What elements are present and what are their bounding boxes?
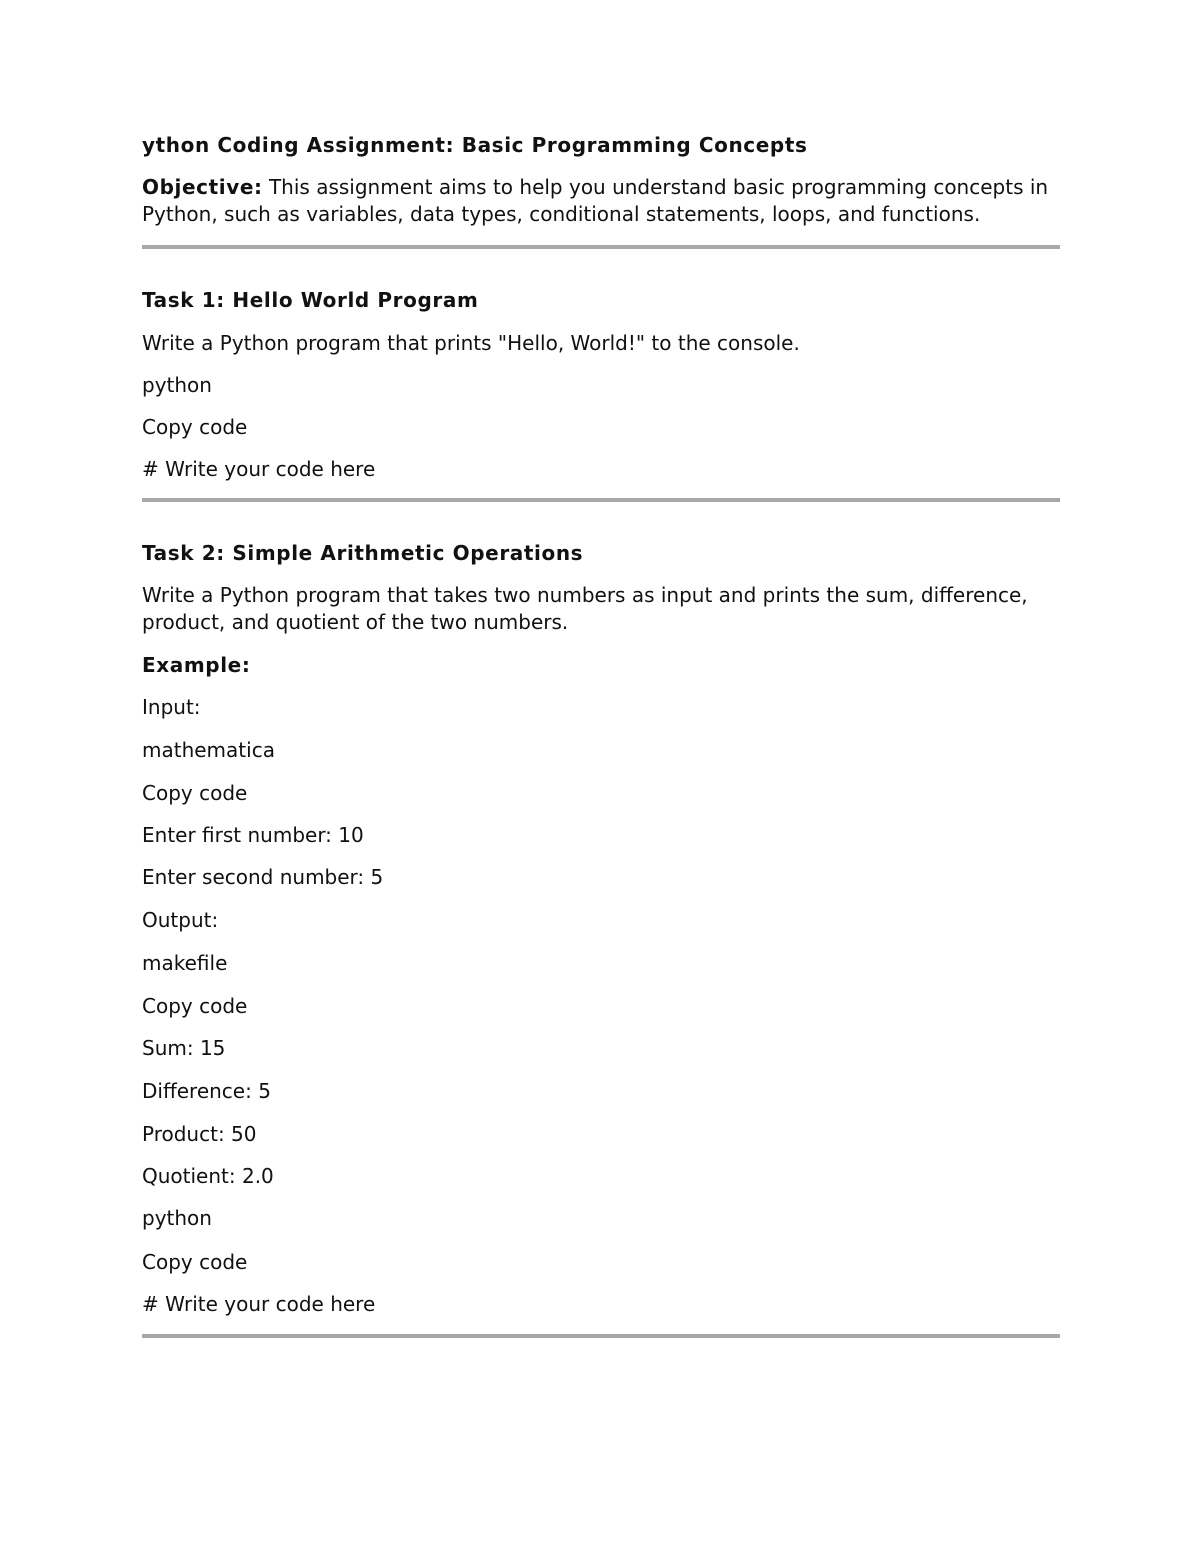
task1-heading: Task 1: Hello World Program (142, 288, 479, 312)
task2-input-copy-code[interactable]: Copy code (142, 781, 248, 805)
task2-output-line: Product: 50 (142, 1122, 257, 1146)
task1-description: Write a Python program that prints "Hello, World!" to the console. (142, 331, 800, 355)
section-divider (142, 1334, 1060, 1338)
objective-text: This assignment aims to help you understand basic programming concepts in Python, such as variables, data types, conditional statements, loops, and functions. (142, 175, 1049, 226)
section-divider (142, 498, 1060, 502)
task2-input-line: Enter first number: 10 (142, 823, 364, 847)
task1-copy-code[interactable]: Copy code (142, 415, 248, 439)
task2-input-language: mathematica (142, 738, 275, 762)
document-page (142, 132, 1060, 1338)
task2-output-label: Output: (142, 908, 219, 932)
objective-label: Objective: (142, 175, 263, 199)
task2-output-line: Difference: 5 (142, 1079, 271, 1103)
document-title: ython Coding Assignment: Basic Programming Concepts (142, 133, 808, 157)
task2-output-copy-code[interactable]: Copy code (142, 994, 248, 1018)
task1-code-line: # Write your code here (142, 457, 376, 481)
task2-description: Write a Python program that takes two numbers as input and prints the sum, difference, product, and quotient of the two numbers. (142, 583, 1028, 634)
task1-code-language: python (142, 373, 212, 397)
task2-code-line: # Write your code here (142, 1292, 376, 1316)
task2-output-language: makefile (142, 951, 228, 975)
task2-input-label: Input: (142, 695, 201, 719)
task2-output-line: Quotient: 2.0 (142, 1164, 274, 1188)
task2-input-line: Enter second number: 5 (142, 865, 384, 889)
task2-code-language: python (142, 1206, 212, 1230)
objective-paragraph (142, 174, 1060, 228)
task2-output-line: Sum: 15 (142, 1036, 226, 1060)
section-divider (142, 245, 1060, 249)
task2-copy-code[interactable]: Copy code (142, 1250, 248, 1274)
task2-example-label: Example: (142, 653, 251, 677)
task2-heading: Task 2: Simple Arithmetic Operations (142, 541, 584, 565)
